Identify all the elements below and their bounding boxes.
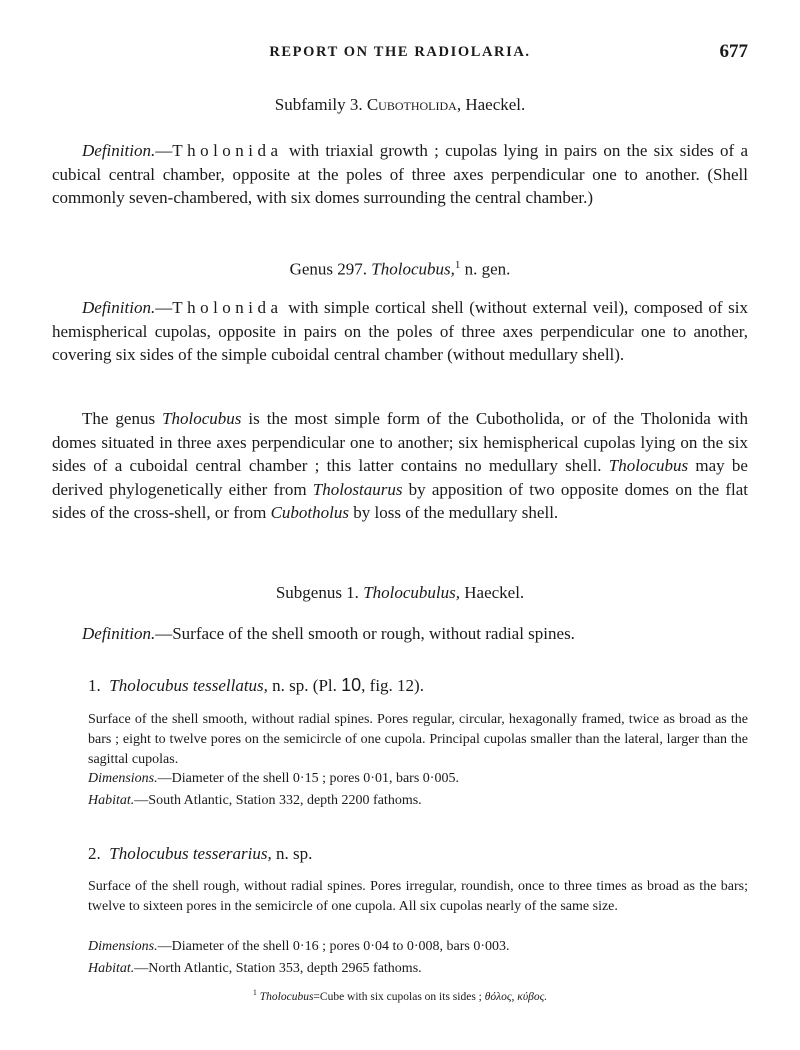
taxon-name: Cubotholus xyxy=(270,503,349,522)
dimensions-text: —Diameter of the shell 0·15 ; pores 0·01, bars 0·005. xyxy=(157,771,459,786)
species-name: Tholocubus tessellatus, xyxy=(109,676,268,695)
footnote-greek: θόλος, κύβος. xyxy=(484,990,548,1003)
definition-text: with simple cortical shell (without external veil), composed of six hemispherical cupolas, opposite in pairs on the poles of three axes perpendicular one to another, covering six sides of the simple cuboidal central chamber (without medullary shell). xyxy=(52,298,748,364)
text-run: may be derived phylogenetically either from xyxy=(52,456,748,499)
subfamily-author: , Haeckel. xyxy=(456,95,526,114)
group-name: Tholonida xyxy=(172,298,283,317)
footnote-term: Tholocubus xyxy=(259,990,314,1003)
habitat-label: Habitat. xyxy=(88,793,135,808)
subgenus-prefix: Subgenus 1. xyxy=(275,583,364,602)
definition-dash: — xyxy=(155,298,173,317)
taxon-name: Tholocubus xyxy=(608,456,689,475)
habitat-text: —South Atlantic, Station 332, depth 2200 fathoms. xyxy=(134,793,422,808)
genus-discussion xyxy=(52,407,748,525)
habitat-text: —North Atlantic, Station 353, depth 2965 fathoms. xyxy=(134,961,422,976)
footnote-text: =Cube with six cupolas on its sides ; xyxy=(313,990,485,1003)
text-run: by loss of the medullary shell. xyxy=(349,503,559,522)
species-description: Surface of the shell smooth, without radial spines. Pores regular, circular, hexagonally framed, twice as broad as the bars ; eight to twelve pores on the semicircle of one cupola. Principal cupolas smaller than the lateral, larger than the sagittal cupolas. xyxy=(88,712,748,767)
dimensions-label: Dimensions. xyxy=(88,939,158,954)
species-description: Surface of the shell rough, without radial spines. Pores irregular, roundish, once to three times as broad as the bars; twelve to sixteen pores in the semicircle of one cupola. All six cupolas nearly of the same size. xyxy=(88,879,748,914)
habitat-label: Habitat. xyxy=(88,961,135,976)
subfamily-heading xyxy=(52,95,748,115)
footnote-mark: 1 xyxy=(252,988,257,997)
text-run: The genus xyxy=(82,409,163,428)
definition-text: Surface of the shell smooth or rough, without radial spines. xyxy=(172,624,575,643)
subfamily-prefix: Subfamily 3. xyxy=(274,95,367,114)
definition-dash: — xyxy=(155,141,173,160)
genus-definition xyxy=(52,296,748,367)
genus-suffix: n. gen. xyxy=(460,259,511,279)
species-habitat xyxy=(88,961,748,977)
group-name: Tholonida xyxy=(172,141,283,160)
species-ref: , fig. 12). xyxy=(361,676,424,695)
subgenus-name: Tholocubulus, xyxy=(363,583,460,602)
species-ref: n. sp. (Pl. xyxy=(267,676,342,695)
species-habitat xyxy=(88,793,748,809)
taxon-name: Tholostaurus xyxy=(312,479,403,499)
subgenus-heading xyxy=(52,583,748,603)
dimensions-text: —Diameter of the shell 0·16 ; pores 0·04 to 0·008, bars 0·003. xyxy=(157,939,510,954)
running-head xyxy=(52,41,748,68)
definition-label: Definition. xyxy=(82,141,156,160)
species-number: 2. xyxy=(88,844,101,863)
definition-label: Definition. xyxy=(82,624,156,643)
genus-heading xyxy=(52,259,748,280)
definition-dash: — xyxy=(155,624,173,643)
species-name: Tholocubus tesserarius, xyxy=(109,844,272,863)
species-dimensions xyxy=(88,939,748,955)
subgenus-author: Haeckel. xyxy=(460,583,525,602)
subgenus-definition xyxy=(52,622,748,646)
footnote-marker: 1 xyxy=(454,259,461,271)
species-heading xyxy=(88,675,748,696)
text-run: by apposition of two opposite domes on the flat sides of the cross-shell, or from xyxy=(52,479,748,522)
subfamily-name: Cubotholida xyxy=(366,95,457,114)
page-number: 677 xyxy=(719,41,748,62)
species-number: 1. xyxy=(88,676,101,695)
species-ref: n. sp. xyxy=(271,844,313,863)
running-title: REPORT ON THE RADIOLARIA. xyxy=(269,44,531,60)
taxon-name: Tholocubus xyxy=(162,409,242,428)
species-heading xyxy=(88,844,748,864)
genus-prefix: Genus 297. xyxy=(289,259,372,279)
subfamily-definition xyxy=(52,139,748,210)
footnote xyxy=(0,988,800,1003)
species-dimensions xyxy=(88,771,748,787)
genus-name: Tholocubus, xyxy=(371,259,455,279)
text-run: is the most simple form of the Cubotholida, or of the Tholonida with domes situated in three axes perpendicular one to another; six hemispherical cupolas lying on the six sides of a cuboidal central chamber ; this latter contains no medullary shell. xyxy=(52,409,748,475)
dimensions-label: Dimensions. xyxy=(88,771,158,786)
definition-text: with triaxial growth ; cupolas lying in pairs on the six sides of a cubical central chamber, opposite at the poles of three axes perpendicular one to another. (Shell commonly seven-chambered, with six domes surrounding the central chamber.) xyxy=(52,141,748,207)
plate-number: 10 xyxy=(341,675,362,695)
definition-label: Definition. xyxy=(82,298,156,317)
